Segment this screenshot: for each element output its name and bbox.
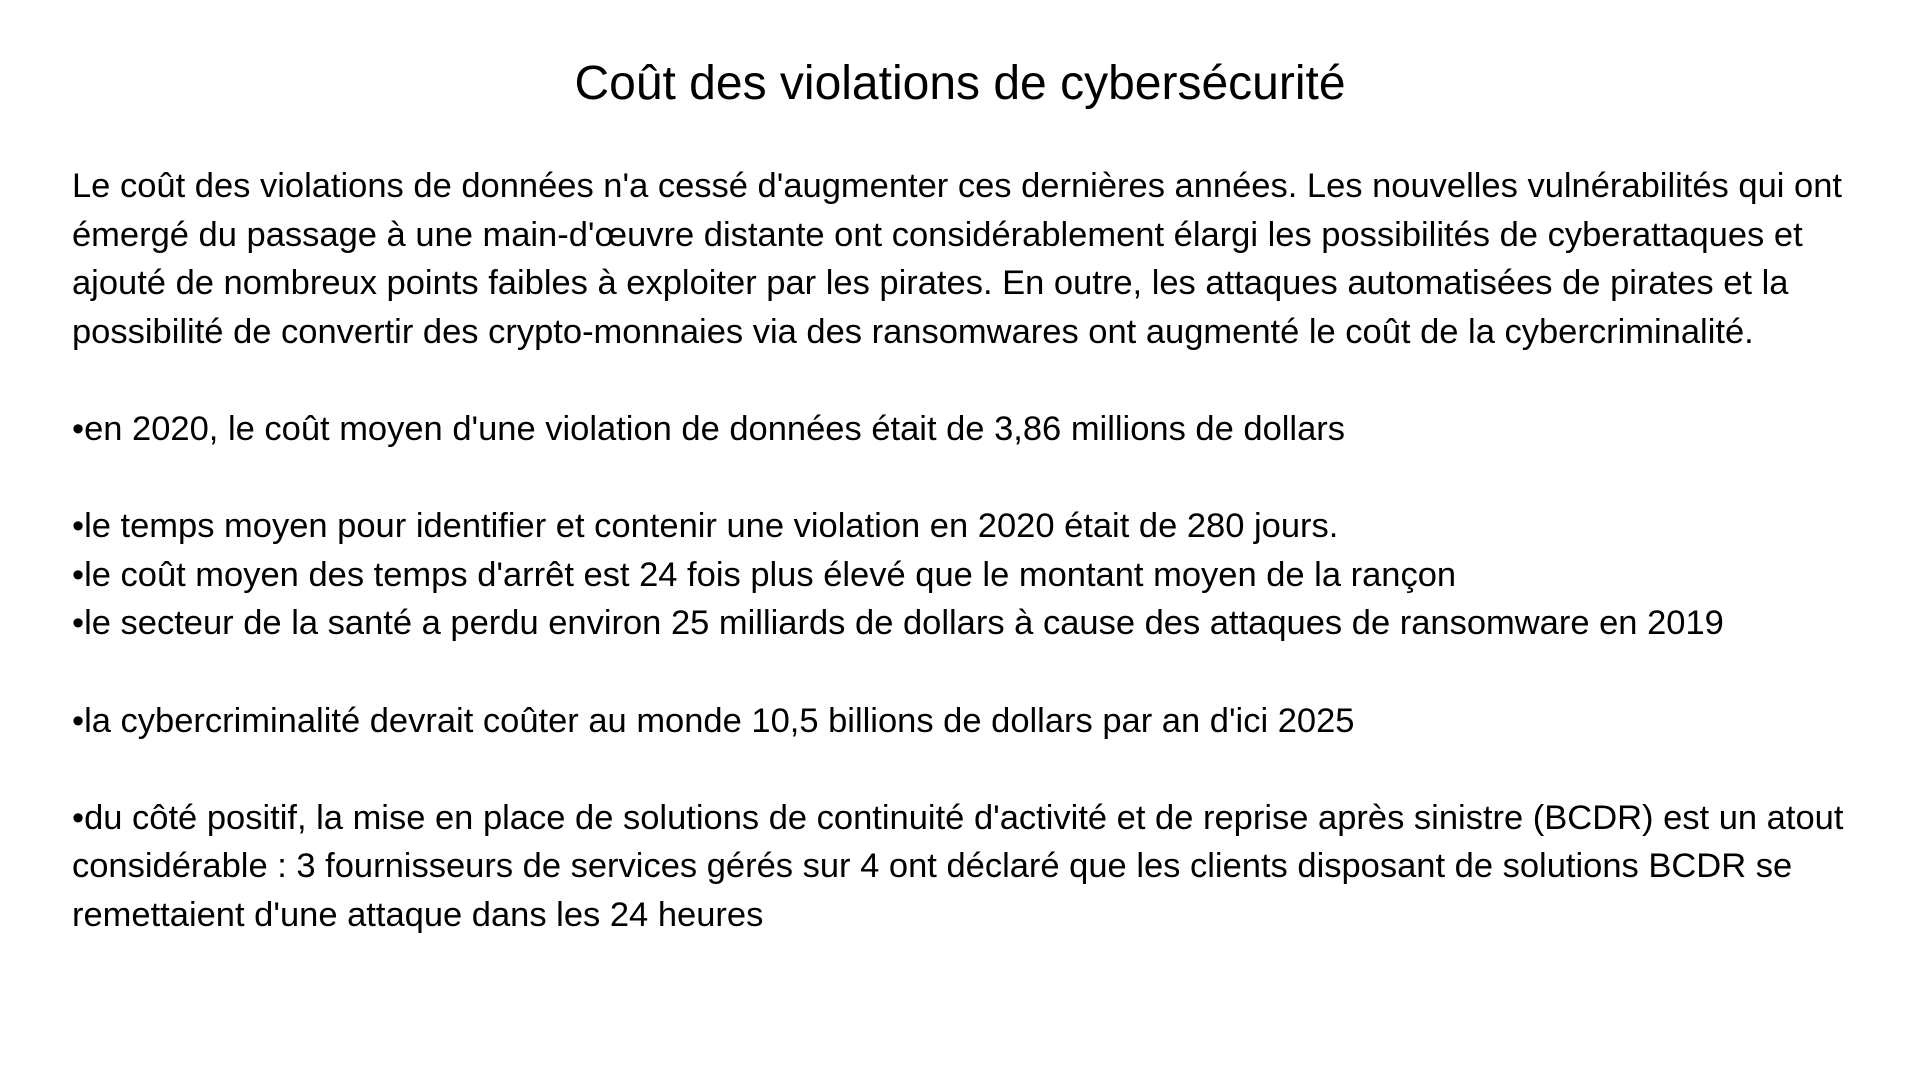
bullet-item: •du côté positif, la mise en place de solutions de continuité d'activité et de reprise après sinistre (BCDR) est un atout considérable : 3 fournisseurs de services gérés sur 4 ont déclaré que les clients disposant de solutions BCDR se remettaient d'une attaque dans les 24 heures [72, 798, 1844, 934]
intro-paragraph: Le coût des violations de données n'a cessé d'augmenter ces dernières années. Les nouvelles vulnérabilités qui ont émergé du passage à une main-d'œuvre distante ont considérablement élargi les possibilités de cyberattaques et ajouté de nombreux points faibles à exploiter par les pirates. En outre, les attaques automatisées de pirates et la possibilité de convertir des crypto-monnaies via des ransomwares ont augmenté le coût de la cybercriminalité. [72, 167, 1842, 351]
bullet-item: •le temps moyen pour identifier et contenir une violation en 2020 était de 280 jours. [72, 507, 1339, 546]
spacer [72, 454, 1862, 503]
bullet-item: •en 2020, le coût moyen d'une violation de données était de 3,86 millions de dollars [72, 409, 1346, 448]
slide-body [72, 162, 1862, 940]
bullet-item: •la cybercriminalité devrait coûter au monde 10,5 billions de dollars par an d'ici 2025 [72, 701, 1355, 740]
slide-title: Coût des violations de cybersécurité [574, 57, 1346, 110]
spacer [72, 356, 1862, 405]
bullet-item: •le coût moyen des temps d'arrêt est 24 fois plus élevé que le montant moyen de la rançon [72, 555, 1457, 594]
spacer [72, 648, 1862, 697]
spacer [72, 745, 1862, 794]
bullet-item: •le secteur de la santé a perdu environ 25 milliards de dollars à cause des attaques de ransomware en 2019 [72, 604, 1724, 643]
